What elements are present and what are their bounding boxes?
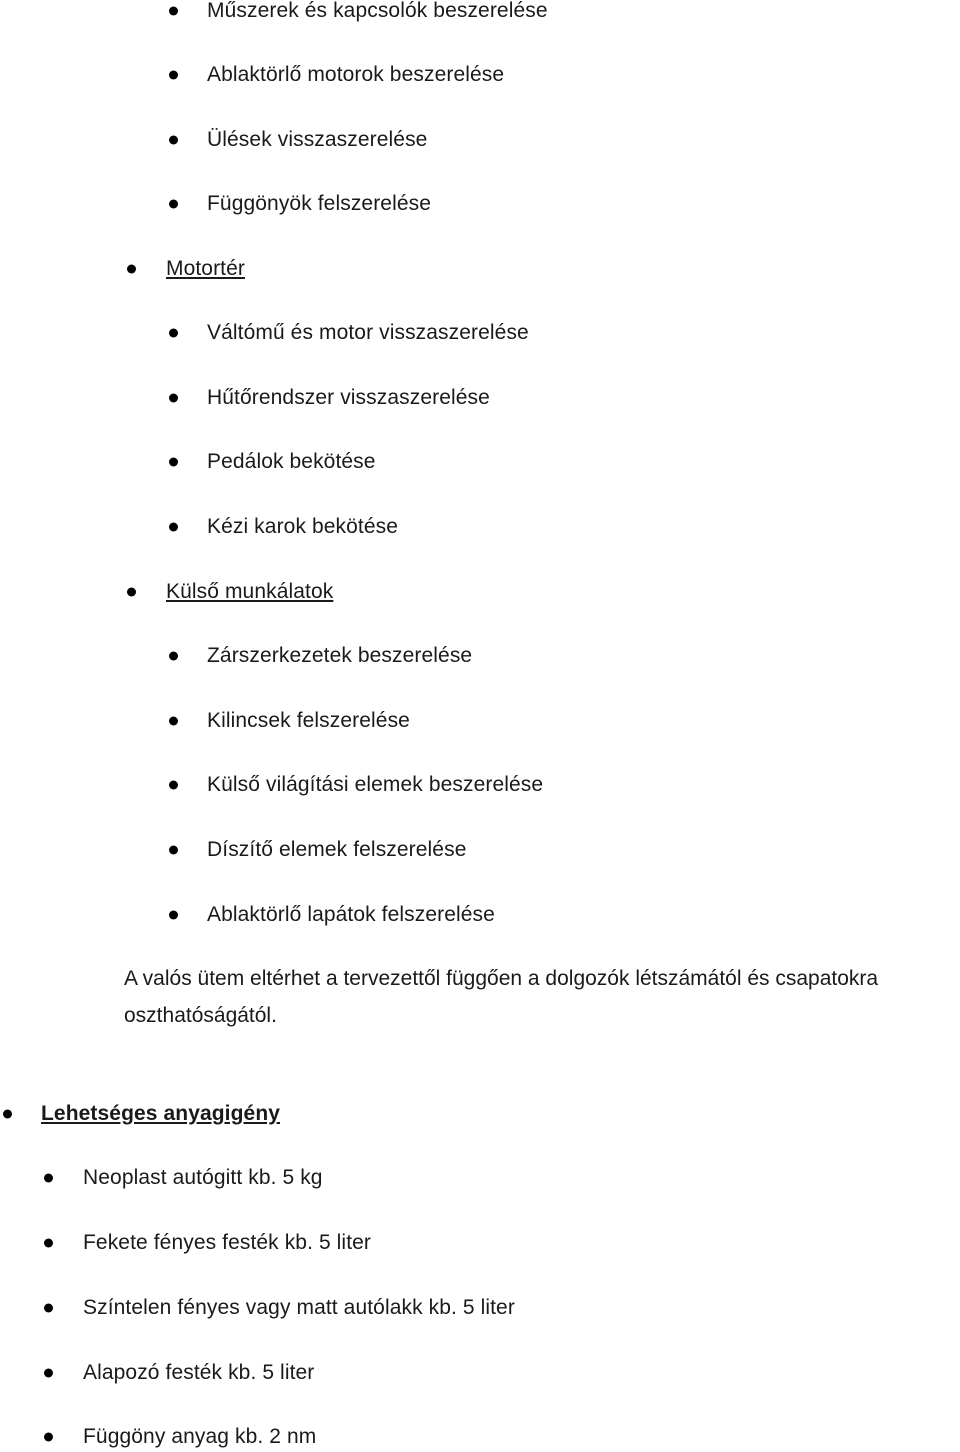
list-item-text: Műszerek és kapcsolók beszerelése xyxy=(207,0,548,22)
note-paragraph xyxy=(124,960,960,1034)
bullet-icon xyxy=(44,1304,53,1313)
list-item-text: Ablaktörlő motorok beszerelése xyxy=(207,63,505,86)
material-item-text: Színtelen fényes vagy matt autólakk kb. 5 liter xyxy=(83,1296,515,1319)
bullet-icon xyxy=(44,1174,53,1183)
bullet-icon xyxy=(169,717,178,726)
section-heading-text: Lehetséges anyagigény xyxy=(41,1102,281,1125)
material-item-text: Alapozó festék kb. 5 liter xyxy=(83,1361,315,1384)
bullet-icon xyxy=(169,781,178,790)
list-item-text: Függönyök felszerelése xyxy=(207,192,431,215)
section-heading-text: Külső munkálatok xyxy=(166,580,334,603)
list-item-text: Váltómű és motor visszaszerelése xyxy=(207,321,529,344)
bullet-icon xyxy=(44,1433,53,1442)
bullet-icon xyxy=(169,458,178,467)
list-item-text: Külső világítási elemek beszerelése xyxy=(207,773,544,796)
bullet-icon xyxy=(3,1110,12,1119)
note-line-1: A valós ütem eltérhet a tervezettől függően a dolgozók létszámától és csapatokra xyxy=(124,967,879,990)
list-item-text: Ablaktörlő lapátok felszerelése xyxy=(207,903,495,926)
bullet-icon xyxy=(127,265,136,274)
bullet-icon xyxy=(169,846,178,855)
material-item-text: Függöny anyag kb. 2 nm xyxy=(83,1425,317,1448)
material-item-text: Fekete fényes festék kb. 5 liter xyxy=(83,1231,372,1254)
list-item-text: Zárszerkezetek beszerelése xyxy=(207,644,473,667)
section-heading-text: Motortér xyxy=(166,257,245,280)
list-item-text: Pedálok bekötése xyxy=(207,450,376,473)
bullet-icon xyxy=(44,1239,53,1248)
bullet-icon xyxy=(169,7,178,16)
bullet-icon xyxy=(169,911,178,920)
bullet-icon xyxy=(169,394,178,403)
bullet-icon xyxy=(169,200,178,209)
list-item-text: Hűtőrendszer visszaszerelése xyxy=(207,386,490,409)
bullet-icon xyxy=(44,1369,53,1378)
bullet-icon xyxy=(169,136,178,145)
material-item-text: Neoplast autógitt kb. 5 kg xyxy=(83,1166,323,1189)
bullet-icon xyxy=(169,71,178,80)
list-item-text: Kézi karok bekötése xyxy=(207,515,399,538)
bullet-icon xyxy=(169,652,178,661)
list-item-text: Díszítő elemek felszerelése xyxy=(207,838,467,861)
list-item-text: Kilincsek felszerelése xyxy=(207,709,410,732)
bullet-icon xyxy=(127,588,136,597)
note-line-2: oszthatóságától. xyxy=(124,1004,277,1027)
bullet-icon xyxy=(169,329,178,338)
bullet-icon xyxy=(169,523,178,532)
list-item-text: Ülések visszaszerelése xyxy=(207,128,428,151)
